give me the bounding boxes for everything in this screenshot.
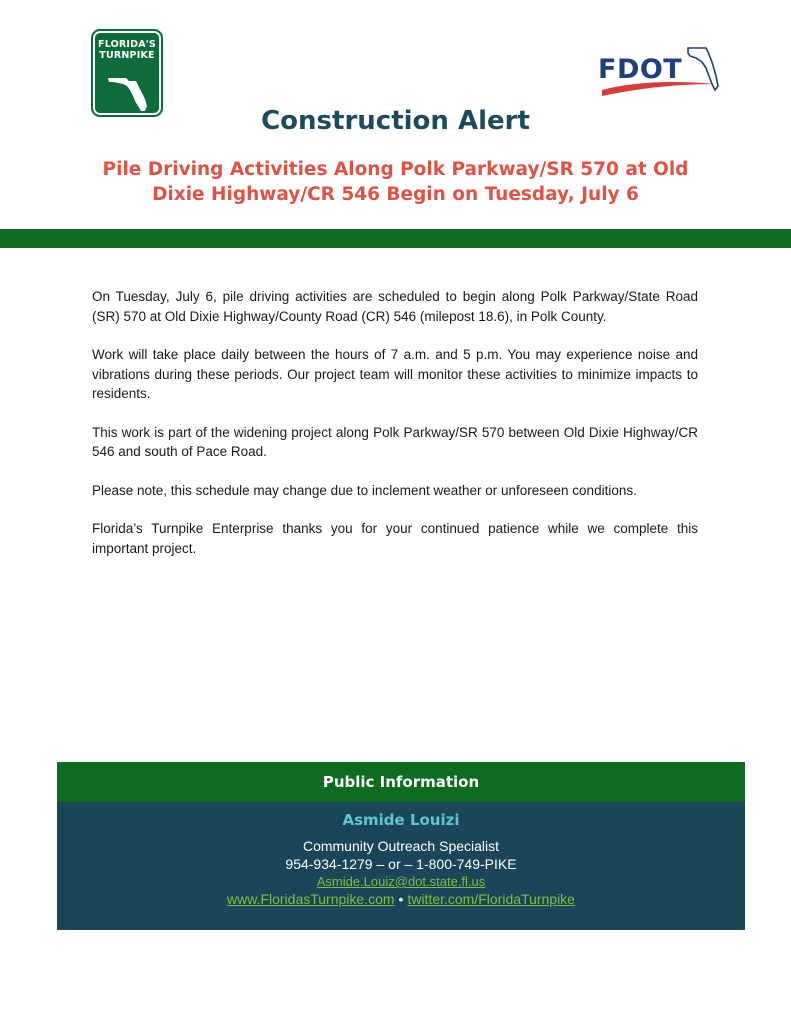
turnpike-logo-text	[93, 39, 161, 61]
fdot-logo-text: FDOT	[598, 54, 683, 85]
header-divider-bar	[0, 229, 791, 248]
contact-name: Asmide Louizi	[342, 811, 460, 829]
contact-panel	[57, 802, 745, 930]
alert-subtitle	[80, 157, 711, 207]
website-link[interactable]: www.FloridasTurnpike.com	[227, 891, 395, 907]
subtitle-line-2: Dixie Highway/CR 546 Begin on Tuesday, July 6	[152, 184, 639, 205]
body-paragraph-1: On Tuesday, July 6, pile driving activities are scheduled to begin along Polk Parkway/State Road (SR) 570 at Old Dixie Highway/County Road (CR) 546 (milepost 18.6), in Polk County.	[92, 289, 698, 324]
fdot-logo	[598, 44, 720, 102]
twitter-link[interactable]: twitter.com/FloridaTurnpike	[407, 891, 575, 907]
florida-turnpike-logo	[91, 29, 163, 117]
contact-role: Community Outreach Specialist	[302, 838, 500, 854]
link-separator: •	[398, 891, 404, 907]
body-paragraph-3: This work is part of the widening project along Polk Parkway/SR 570 between Old Dixie Highway/CR 546 and south of Pace Road.	[92, 424, 698, 459]
subtitle-line-1: Pile Driving Activities Along Polk Parkway/SR 570 at Old	[102, 159, 689, 180]
page-title: Construction Alert	[261, 106, 530, 136]
contact-phone: 954-934-1279 – or – 1-800-749-PIKE	[285, 856, 517, 872]
alert-body	[92, 287, 698, 577]
turnpike-logo-line1: FLORIDA'S	[98, 39, 156, 50]
contact-email-link[interactable]: Asmide.Louiz@dot.state.fl.us	[316, 874, 486, 889]
body-paragraph-4: Please note, this schedule may change due to inclement weather or unforeseen conditions.	[92, 482, 637, 498]
contact-email-row	[57, 874, 745, 889]
body-paragraph-2: Work will take place daily between the hours of 7 a.m. and 5 p.m. You may experience noise and vibrations during these periods. Our project team will monitor these activities to minimize impacts to residents.	[92, 347, 698, 401]
body-paragraph-5: Florida’s Turnpike Enterprise thanks you for your continued patience while we complete this important project.	[92, 521, 698, 556]
turnpike-logo-line2: TURNPIKE	[99, 50, 155, 61]
public-information-header: Public Information	[57, 762, 745, 802]
contact-links-row	[57, 891, 745, 907]
